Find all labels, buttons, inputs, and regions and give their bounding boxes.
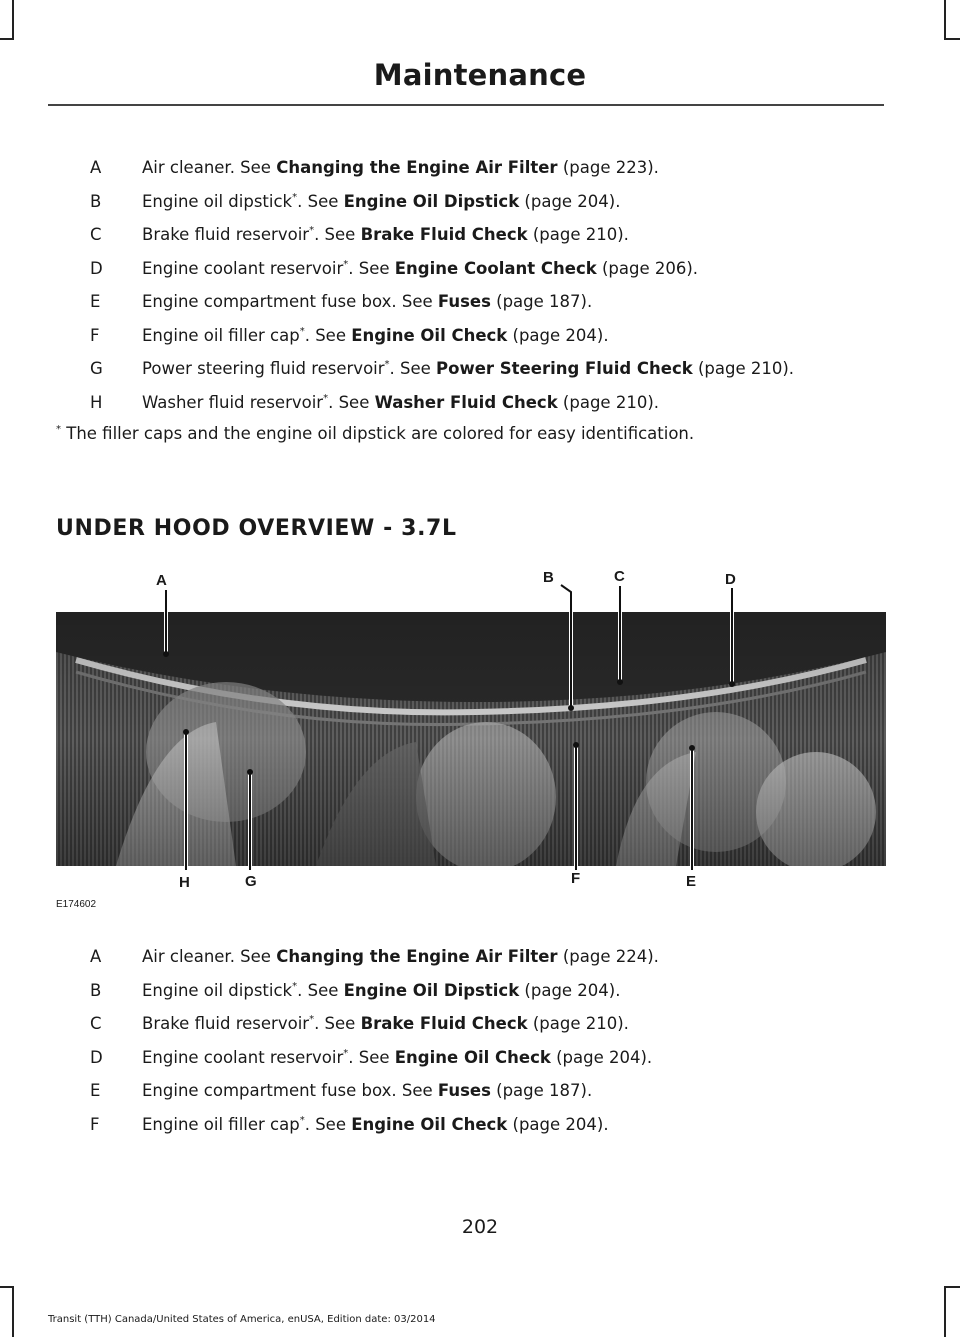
item-key: A (90, 947, 102, 966)
list-item (48, 1009, 898, 1039)
asterisk-mark: * (309, 1014, 315, 1025)
see-text: . See (348, 258, 395, 278)
list-item (48, 1076, 898, 1106)
item-text (142, 1043, 652, 1073)
cross-reference: Engine Oil Check (394, 1047, 551, 1067)
list-item (48, 1110, 898, 1140)
crop-mark-bottom-right-h (944, 1286, 960, 1288)
section-heading: UNDER HOOD OVERVIEW - 3.7L (56, 516, 457, 541)
item-key: B (90, 980, 102, 1000)
item-label: Engine oil filler cap (142, 1114, 300, 1134)
callout-g: G (245, 873, 257, 890)
cross-reference: Engine Coolant Check (394, 258, 597, 278)
callout-f: F (571, 870, 581, 887)
item-text (142, 254, 698, 284)
page-reference: (page 204). (519, 980, 621, 1000)
item-key: C (90, 225, 102, 244)
list-item (48, 388, 898, 418)
asterisk-mark: * (384, 359, 390, 370)
footer-edition: Transit (TTH) Canada/United States of America, enUSA, Edition date: 03/2014 (48, 1314, 436, 1325)
cross-reference: Fuses (437, 1081, 491, 1100)
item-label: Engine coolant reservoir (142, 1047, 344, 1067)
see-text: . See (328, 392, 375, 412)
see-text: . See (304, 1114, 352, 1134)
page-reference: (page 210). (527, 225, 629, 244)
crop-mark-top-left-v (12, 0, 14, 40)
see-text: . See (348, 1047, 395, 1067)
asterisk-mark: * (309, 225, 315, 236)
item-label: Brake fluid reservoir (142, 1014, 310, 1033)
page-reference: (page 223). (557, 158, 659, 177)
item-key: B (90, 191, 102, 211)
asterisk-mark: * (343, 1047, 349, 1059)
page-reference: (page 210). (557, 392, 659, 412)
under-hood-figure (56, 562, 886, 920)
item-key: D (90, 258, 103, 278)
cross-reference: Engine Oil Check (351, 1114, 508, 1134)
crop-mark-bottom-left-v (12, 1286, 14, 1337)
item-key: E (90, 1081, 101, 1100)
item-key: A (90, 158, 102, 177)
item-text (142, 1110, 609, 1140)
page-reference: (page 210). (692, 359, 795, 378)
crop-mark-bottom-left-h (0, 1286, 14, 1288)
list-item (48, 254, 898, 284)
item-key: H (90, 392, 103, 412)
item-key: F (90, 325, 100, 345)
list-item (48, 942, 898, 972)
cross-reference: Fuses (437, 292, 491, 311)
footnote-text: The filler caps and the engine oil dipstick are colored for easy identification. (61, 424, 695, 443)
page-reference: (page 204). (519, 191, 621, 211)
cross-reference: Engine Oil Dipstick (343, 980, 520, 1000)
crop-mark-top-right-v (944, 0, 946, 40)
page-number: 202 (461, 1216, 499, 1238)
see-text: . See (297, 980, 344, 1000)
cross-reference: Brake Fluid Check (360, 1014, 528, 1033)
page-reference: (page 187). (490, 1081, 593, 1100)
see-text: . See (304, 325, 352, 345)
item-text (142, 976, 620, 1006)
item-text (142, 187, 620, 217)
asterisk-mark: * (292, 191, 298, 203)
list-item (48, 321, 898, 351)
callout-d: D (725, 571, 736, 588)
list-item (48, 187, 898, 217)
item-label: Engine compartment fuse box. See (142, 1081, 438, 1100)
cross-reference: Washer Fluid Check (374, 392, 558, 412)
cross-reference: Brake Fluid Check (360, 225, 528, 244)
item-label: Air cleaner. See (142, 947, 277, 966)
page-reference: (page 206). (596, 258, 699, 278)
figure-id: E174602 (56, 899, 97, 910)
list-item (48, 354, 898, 384)
item-text (142, 942, 659, 972)
item-text (142, 1076, 592, 1106)
asterisk-mark: * (299, 325, 305, 337)
see-text: . See (314, 225, 361, 244)
item-label: Engine oil filler cap (142, 325, 300, 345)
item-key: D (90, 1047, 103, 1067)
list-item (48, 153, 898, 183)
asterisk-mark: * (292, 980, 298, 992)
crop-mark-top-right-h (944, 38, 960, 40)
see-text: . See (389, 359, 437, 378)
list-item (48, 976, 898, 1006)
page-title: Maintenance (373, 58, 587, 92)
item-label: Washer fluid reservoir (142, 392, 324, 412)
see-text: . See (297, 191, 344, 211)
item-key: C (90, 1014, 102, 1033)
asterisk-mark: * (299, 1114, 305, 1126)
footnote (56, 424, 694, 443)
callout-h: H (179, 874, 190, 891)
item-text (142, 153, 659, 183)
asterisk-mark: * (343, 258, 349, 270)
callout-leader-lines (56, 562, 886, 920)
callout-c: C (614, 568, 625, 585)
page-reference: (page 204). (550, 1047, 653, 1067)
cross-reference: Engine Oil Check (351, 325, 508, 345)
cross-reference: Power Steering Fluid Check (436, 359, 693, 378)
page-reference: (page 204). (507, 1114, 609, 1134)
list-item (48, 220, 898, 250)
header-divider (48, 104, 884, 106)
see-text: . See (314, 1014, 361, 1033)
asterisk-mark: * (323, 392, 329, 404)
list-item (48, 1043, 898, 1073)
cross-reference: Engine Oil Dipstick (343, 191, 520, 211)
item-text (142, 220, 629, 250)
callout-e: E (686, 873, 697, 890)
item-text (142, 321, 609, 351)
item-text (142, 354, 794, 384)
item-label: Air cleaner. See (142, 158, 277, 177)
page-reference: (page 204). (507, 325, 609, 345)
item-key: E (90, 292, 101, 311)
item-label: Engine oil dipstick (142, 980, 293, 1000)
item-label: Engine oil dipstick (142, 191, 293, 211)
item-text (142, 287, 592, 317)
crop-mark-top-left-h (0, 38, 14, 40)
cross-reference: Changing the Engine Air Filter (276, 158, 558, 177)
callout-b: B (543, 569, 554, 586)
list-item (48, 287, 898, 317)
item-text (142, 388, 659, 418)
callout-a: A (156, 572, 167, 589)
page-reference: (page 187). (490, 292, 593, 311)
item-label: Engine coolant reservoir (142, 258, 344, 278)
item-label: Engine compartment fuse box. See (142, 292, 438, 311)
footnote-mark: * (56, 424, 61, 435)
page-reference: (page 210). (527, 1014, 629, 1033)
page-reference: (page 224). (557, 947, 659, 966)
crop-mark-bottom-right-v (944, 1286, 946, 1337)
cross-reference: Changing the Engine Air Filter (276, 947, 558, 966)
item-text (142, 1009, 629, 1039)
item-label: Brake fluid reservoir (142, 225, 310, 244)
item-label: Power steering fluid reservoir (142, 359, 385, 378)
item-key: G (90, 359, 103, 378)
item-key: F (90, 1114, 100, 1134)
